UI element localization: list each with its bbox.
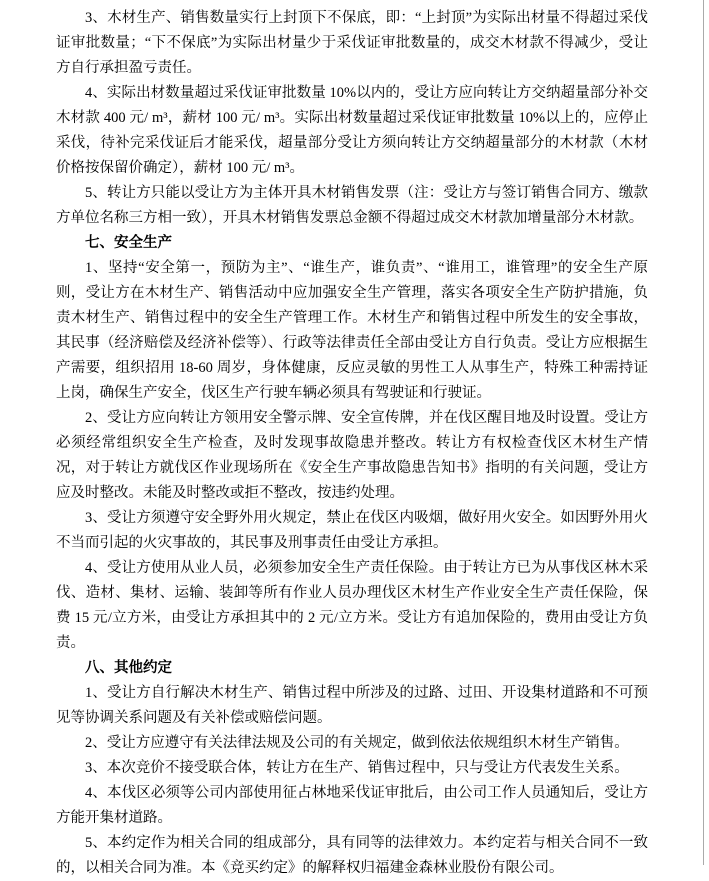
paragraph-road-coordination: 1、受让方自行解决木材生产、销售过程中所涉及的过路、过田、开设集材道路和不可预见等协调关系问题及有关补偿或赔偿问题。 — [56, 685, 648, 726]
paragraph-timber-quantity-cap: 3、木材生产、销售数量实行上封顶下不保底，即：“上封顶”为实际出材量不得超过采伐证审批数量；“下不保底”为实际出材量少于采伐证审批数量的，成交木材款不得减少，受让方自行承担盈亏责任。 — [56, 10, 648, 76]
section-heading-safety-production: 七、安全生产 — [85, 235, 172, 251]
paragraph-legal-effect-interpretation: 5、本约定作为相关合同的组成部分，具有同等的法律效力。本约定若与相关合同不一致的，以相关合同为准。本《竞买约定》的解释权归福建金森林业股份有限公司。 — [56, 835, 648, 876]
paragraph-sales-invoice-rule: 5、转让方只能以受让方为主体开具木材销售发票（注：受让方与签订销售合同方、缴款方单位名称三方相一致），开具木材销售发票总金额不得超过成交木材款加增量部分木材款。 — [56, 185, 648, 226]
paragraph-liability-insurance: 4、受让方使用从业人员，必须参加安全生产责任保险。由于转让方已为从事伐区林木采伐、造材、集材、运输、装卸等所有作业人员办理伐区木材生产作业安全生产责任保险，保费 15 元/立方米，由受让方承担其中的 2 元/立方米。受让方有追加保险的，费用由受让方负责。 — [56, 560, 648, 651]
paragraph-no-consortium: 3、本次竞价不接受联合体，转让方在生产、销售过程中，只与受让方代表发生关系。 — [85, 760, 629, 776]
paragraph-law-compliance: 2、受让方应遵守有关法律法规及公司的有关规定，做到依法依规组织木材生产销售。 — [85, 735, 629, 751]
paragraph-safety-principles: 1、坚持“安全第一，预防为主”、“谁生产，谁负责”、“谁用工，谁管理”的安全生产原则，受让方在木材生产、销售活动中应加强安全生产管理，落实各项安全生产防护措施，负责木材生产、销售过程中的安全生产管理工作。木材生产和销售过程中所发生的安全事故，其民事（经济赔偿及经济补偿等）、行政等法律责任全部由受让方自行负责。受让方应根据生产需要，组织招用 18-60 周岁，身体健康，反应灵敏的男性工人从事生产，特殊工种需持证上岗，确保生产安全，伐区生产行驶车辆必须具有驾驶证和行驶证。 — [56, 260, 648, 401]
paragraph-excess-output-payment: 4、实际出材数量超过采伐证审批数量 10%以内的，受让方应向转让方交纳超量部分补交木材款 400 元/ m³，薪材 100 元/ m³。实际出材数量超过采伐证审批数量 10%以上的，应停止采伐，待补完采伐证后才能采伐，超量部分受让方须向转让方交纳超量部分的木材款（木材价格按保留价确定），薪材 100 元/ m³。 — [56, 85, 648, 176]
paragraph-safety-signs-inspection: 2、受让方应向转让方领用安全警示牌、安全宣传牌，并在伐区醒目地及时设置。受让方必须经常组织安全生产检查，及时发现事故隐患并整改。转让方有权检查伐区木材生产情况，对于转让方就伐区作业现场所在《安全生产事故隐患告知书》指明的有关问题，受让方应及时整改。未能及时整改或拒不整改，按违约处理。 — [56, 410, 648, 501]
paragraph-logging-permit-approval: 4、本伐区必须等公司内部使用征占林地采伐证审批后，由公司工作人员通知后，受让方方能开集材道路。 — [56, 785, 648, 826]
paragraph-fire-safety: 3、受让方须遵守安全野外用火规定，禁止在伐区内吸烟，做好用火安全。如因野外用火不当而引起的火灾事故的，其民事及刑事责任由受让方承担。 — [56, 510, 648, 551]
section-heading-other-provisions: 八、其他约定 — [85, 660, 172, 676]
contract-text-body — [56, 6, 648, 881]
page-edge-divider — [703, 0, 704, 865]
